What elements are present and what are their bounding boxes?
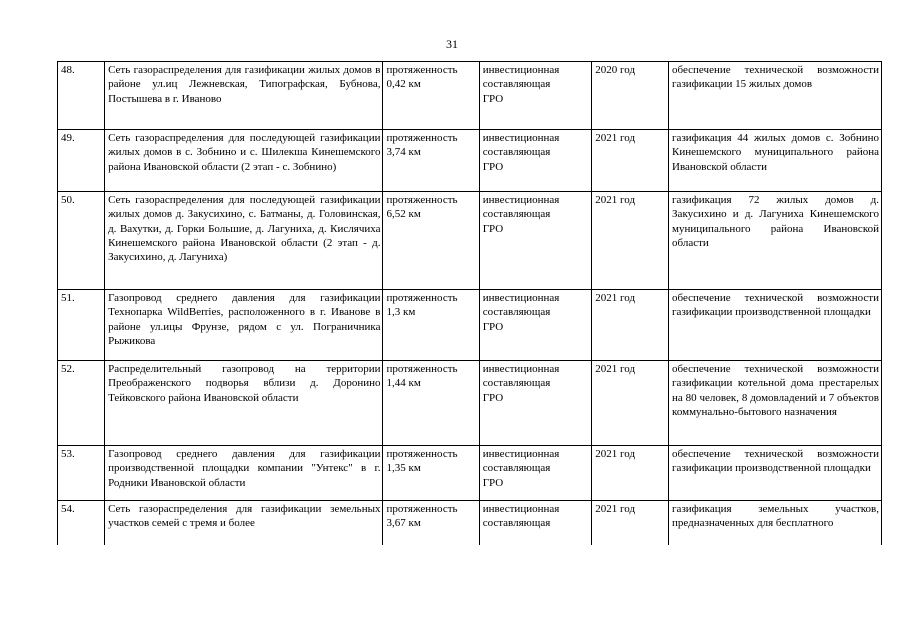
funding-source-line: инвестиционная (482, 132, 560, 144)
funding-source-line: инвестиционная (482, 64, 560, 76)
expected-result: газификация 44 жилых домов с. Зобнино Кинешемского муниципального района Ивановской области (669, 130, 882, 192)
implementation-year: 2021 год (592, 130, 669, 192)
table-row (58, 361, 882, 446)
funding-source-line: ГРО (482, 320, 504, 333)
funding-source-line: ГРО (482, 92, 504, 105)
length-value: 1,44 км (386, 377, 421, 390)
length-cell (383, 446, 479, 501)
row-number: 48. (58, 62, 105, 130)
length-value: 6,52 км (386, 208, 421, 221)
implementation-year: 2021 год (592, 192, 669, 290)
table-row (58, 290, 882, 361)
length-value: 0,42 км (386, 78, 421, 91)
length-label: протяженность (386, 64, 458, 76)
table-row (58, 501, 882, 546)
funding-source-cell (479, 62, 592, 130)
object-name: Газопровод среднего давления для газификации Технопарка WildBerries, расположенного в г. Иванове в районе ул.ицы Фрунзе, рядом с ул. Пограничника Рыжикова (105, 290, 383, 361)
funding-source-line: составляющая (482, 146, 551, 159)
length-label: протяженность (386, 194, 458, 206)
object-name: Газопровод среднего давления для газификации производственной площадки компании "Унтекс" в г. Родники Ивановской области (105, 446, 383, 501)
length-cell (383, 290, 479, 361)
object-name: Распределительный газопровод на территории Преображенского подворья вблизи д. Доронино Тейковского района Ивановской области (105, 361, 383, 446)
length-cell (383, 62, 479, 130)
table-row (58, 446, 882, 501)
object-name: Сеть газораспределения для последующей газификации жилых домов д. Закусихино, с. Батманы, д. Головинская, д. Вахутки, д. Горки Большие, д. Лагуниха, д. Кислячиха Кинешемского района Ивановской области (2 этап - д. Закусихино, д. Лагуниха) (105, 192, 383, 290)
expected-result: обеспечение технической возможности газификации производственной площадки (669, 290, 882, 361)
funding-source-line: составляющая (482, 462, 551, 475)
object-name: Сеть газораспределения для газификации земельных участков семей с тремя и более (105, 501, 383, 546)
row-number: 50. (58, 192, 105, 290)
funding-source-line: инвестиционная (482, 194, 560, 206)
row-number: 54. (58, 501, 105, 546)
expected-result: обеспечение технической возможности газификации 15 жилых домов (669, 62, 882, 130)
funding-source-line: составляющая (482, 208, 551, 221)
expected-result: обеспечение технической возможности газификации производственной площадки (669, 446, 882, 501)
funding-source-line: инвестиционная (482, 363, 560, 375)
object-name: Сеть газораспределения для газификации жилых домов в районе ул.иц Лежневская, Типографская, Бубнова, Постышева в г. Иваново (105, 62, 383, 130)
funding-source-line: ГРО (482, 476, 504, 489)
implementation-year: 2021 год (592, 501, 669, 546)
implementation-year: 2021 год (592, 290, 669, 361)
table-row (58, 130, 882, 192)
funding-source-line: составляющая (482, 377, 551, 390)
length-cell (383, 501, 479, 546)
funding-source-line: составляющая (482, 517, 551, 530)
page-number: 31 (446, 37, 458, 51)
funding-source-cell (479, 501, 592, 546)
funding-source-line: инвестиционная (482, 503, 560, 515)
length-cell (383, 130, 479, 192)
length-cell (383, 361, 479, 446)
length-label: протяженность (386, 132, 458, 144)
funding-source-line: инвестиционная (482, 292, 560, 304)
length-value: 3,67 км (386, 517, 421, 530)
implementation-year: 2020 год (592, 62, 669, 130)
funding-source-line: инвестиционная (482, 448, 560, 460)
row-number: 49. (58, 130, 105, 192)
length-label: протяженность (386, 363, 458, 375)
table-row (58, 192, 882, 290)
length-label: протяженность (386, 503, 458, 515)
length-cell (383, 192, 479, 290)
funding-source-line: ГРО (482, 222, 504, 235)
funding-source-cell (479, 361, 592, 446)
implementation-year: 2021 год (592, 361, 669, 446)
funding-source-line: ГРО (482, 391, 504, 404)
funding-source-line: составляющая (482, 306, 551, 319)
implementation-year: 2021 год (592, 446, 669, 501)
expected-result: газификация земельных участков, предназначенных для бесплатного (669, 501, 882, 546)
gasification-table (57, 61, 882, 545)
funding-source-cell (479, 290, 592, 361)
length-label: протяженность (386, 448, 458, 460)
length-label: протяженность (386, 292, 458, 304)
funding-source-line: ГРО (482, 160, 504, 173)
object-name: Сеть газораспределения для последующей газификации жилых домов в с. Зобнино и с. Шилекша Кинешемского района Ивановской области (2 этап - с. Зобнино) (105, 130, 383, 192)
length-value: 3,74 км (386, 146, 421, 159)
expected-result: газификация 72 жилых домов д. Закусихино и д. Лагуниха Кинешемского муниципального района Ивановской области (669, 192, 882, 290)
row-number: 52. (58, 361, 105, 446)
table-row (58, 62, 882, 130)
row-number: 51. (58, 290, 105, 361)
row-number: 53. (58, 446, 105, 501)
funding-source-cell (479, 446, 592, 501)
funding-source-cell (479, 192, 592, 290)
funding-source-line: составляющая (482, 78, 551, 91)
length-value: 1,3 км (386, 306, 416, 319)
funding-source-cell (479, 130, 592, 192)
expected-result: обеспечение технической возможности газификации котельной дома престарелых на 80 человек, 8 домовладений и 7 объектов коммунально-бытового назначения (669, 361, 882, 446)
length-value: 1,35 км (386, 462, 421, 475)
